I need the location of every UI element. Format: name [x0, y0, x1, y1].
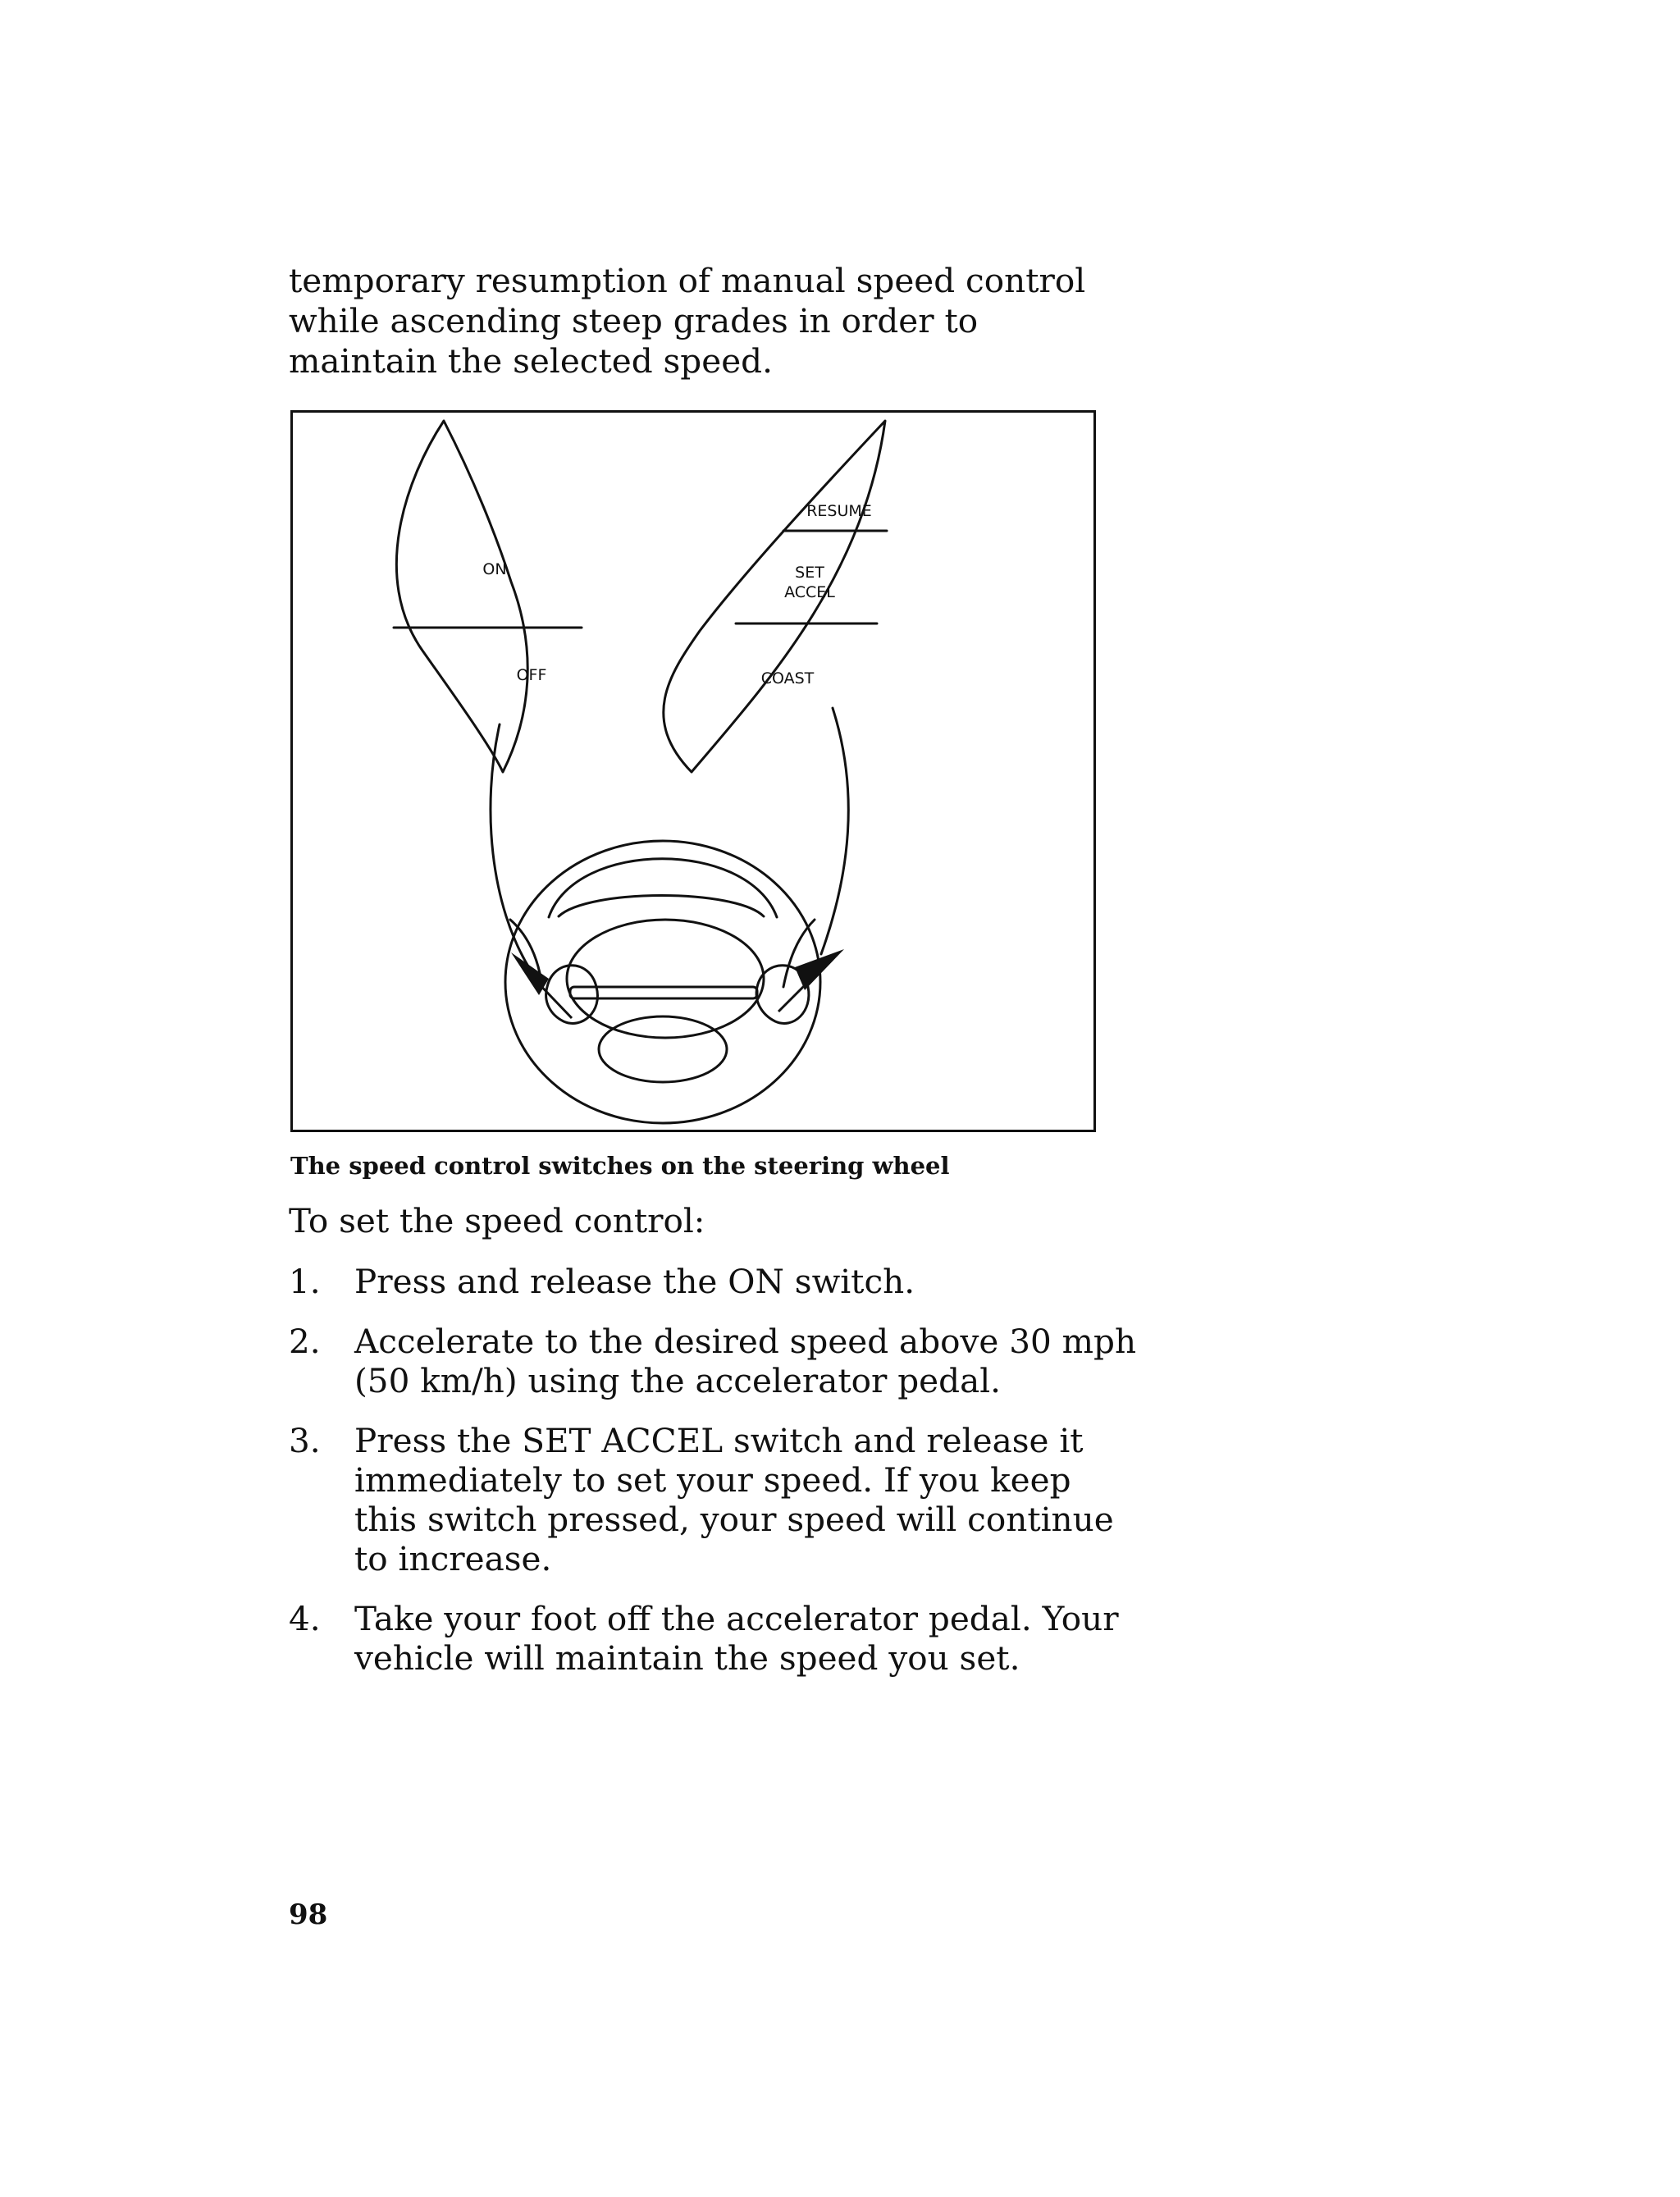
steering-wheel-diagram	[293, 413, 1093, 1130]
coast-switch-label: COAST	[760, 669, 815, 687]
off-switch-label: OFF	[516, 666, 547, 684]
accel-switch-label: ACCEL	[784, 583, 835, 601]
step-number: 2.	[289, 1322, 321, 1361]
speed-control-figure	[290, 410, 1096, 1132]
top-hub-pad	[559, 896, 764, 917]
step-number: 3.	[289, 1421, 321, 1460]
intro-paragraph: temporary resumption of manual speed control while ascending steep grades in order to maintain the selected speed.	[289, 261, 1086, 381]
center-hub	[567, 920, 764, 1038]
step-item	[289, 1262, 1142, 1301]
step-text: Press and release the ON switch.	[354, 1262, 915, 1301]
set-switch-label: SET	[795, 564, 824, 582]
step-number: 1.	[289, 1262, 321, 1301]
on-switch-label: ON	[482, 560, 507, 578]
steps-list	[289, 1262, 1142, 1698]
left-switch-pod	[396, 421, 527, 772]
step-text: Accelerate to the desired speed above 30 mph (50 km/h) using the accelerator pedal.	[354, 1322, 1137, 1400]
lead-text: To set the speed control:	[289, 1201, 705, 1240]
step-number: 4.	[289, 1599, 321, 1638]
steering-wheel-rim	[505, 841, 820, 1123]
page-number: 98	[289, 1898, 328, 1931]
figure-caption: The speed control switches on the steering wheel	[290, 1152, 950, 1180]
bottom-hub	[599, 1016, 727, 1082]
step-item	[289, 1322, 1142, 1400]
step-text: Take your foot off the accelerator pedal. Your vehicle will maintain the speed you set.	[354, 1599, 1119, 1678]
right-switch-pod	[664, 421, 885, 772]
step-item	[289, 1421, 1142, 1578]
left-spoke-pad	[546, 966, 598, 1024]
resume-switch-label: RESUME	[806, 502, 872, 520]
steering-wheel-inner-rim	[549, 859, 777, 917]
step-item	[289, 1599, 1142, 1678]
step-text: Press the SET ACCEL switch and release it immediately to set your speed. If you keep this switch pressed, your speed will continue to increase.	[354, 1421, 1114, 1578]
right-wire	[821, 708, 848, 954]
